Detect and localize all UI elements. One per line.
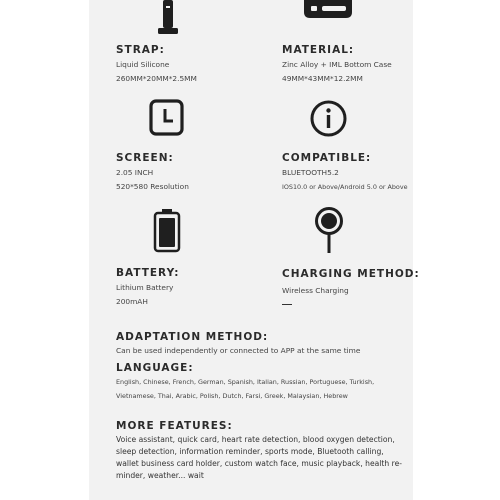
language-label: LANGUAGE:: [116, 362, 194, 374]
battery-capacity: 200mAH: [116, 297, 148, 306]
watch-case-icon: [302, 0, 354, 20]
language-list-line2: Vietnamese, Thai, Arabic, Polish, Dutch, Farsi, Greek, Malaysian, Hebrew: [116, 392, 348, 400]
charging-value: Wireless Charging: [282, 286, 349, 295]
strap-label: STRAP:: [116, 44, 165, 56]
charging-divider: [282, 304, 292, 305]
strap-icon: [157, 0, 179, 36]
battery-label: BATTERY:: [116, 267, 180, 279]
adaptation-text: Can be used independently or connected to APP at the same time: [116, 346, 361, 355]
features-line2: sleep detection, information reminder, sports mode, Bluetooth calling,: [116, 447, 384, 456]
os-compatibility: IOS10.0 or Above/Android 5.0 or Above: [282, 183, 408, 191]
clock-icon: [149, 99, 184, 136]
bluetooth-version: BLUETOOTH5.2: [282, 168, 339, 177]
compatible-label: COMPATIBLE:: [282, 152, 372, 164]
material-size: 49MM*43MM*12.2MM: [282, 74, 363, 83]
features-line3: wallet business card holder, custom watch face, music playback, health re-: [116, 459, 402, 468]
screen-resolution: 520*580 Resolution: [116, 182, 189, 191]
features-line1: Voice assistant, quick card, heart rate detection, blood oxygen detection,: [116, 435, 395, 444]
screen-size: 2.05 INCH: [116, 168, 154, 177]
features-label: MORE FEATURES:: [116, 420, 233, 432]
strap-size: 260MM*20MM*2.5MM: [116, 74, 197, 83]
features-line4: minder, weather... wait: [116, 471, 204, 480]
battery-type: Lithium Battery: [116, 283, 174, 292]
charging-label: CHARGING METHOD:: [282, 268, 420, 280]
material-label: MATERIAL:: [282, 44, 355, 56]
adaptation-label: ADAPTATION METHOD:: [116, 331, 269, 343]
screen-label: SCREEN:: [116, 152, 174, 164]
language-list-line1: English, Chinese, French, German, Spanish, Italian, Russian, Portuguese, Turkish,: [116, 378, 375, 386]
info-icon: [310, 100, 347, 137]
wireless-charger-icon: [312, 207, 346, 255]
strap-material: Liquid Silicone: [116, 60, 170, 69]
material-value: Zinc Alloy + IML Bottom Case: [282, 60, 392, 69]
battery-icon: [153, 209, 181, 253]
